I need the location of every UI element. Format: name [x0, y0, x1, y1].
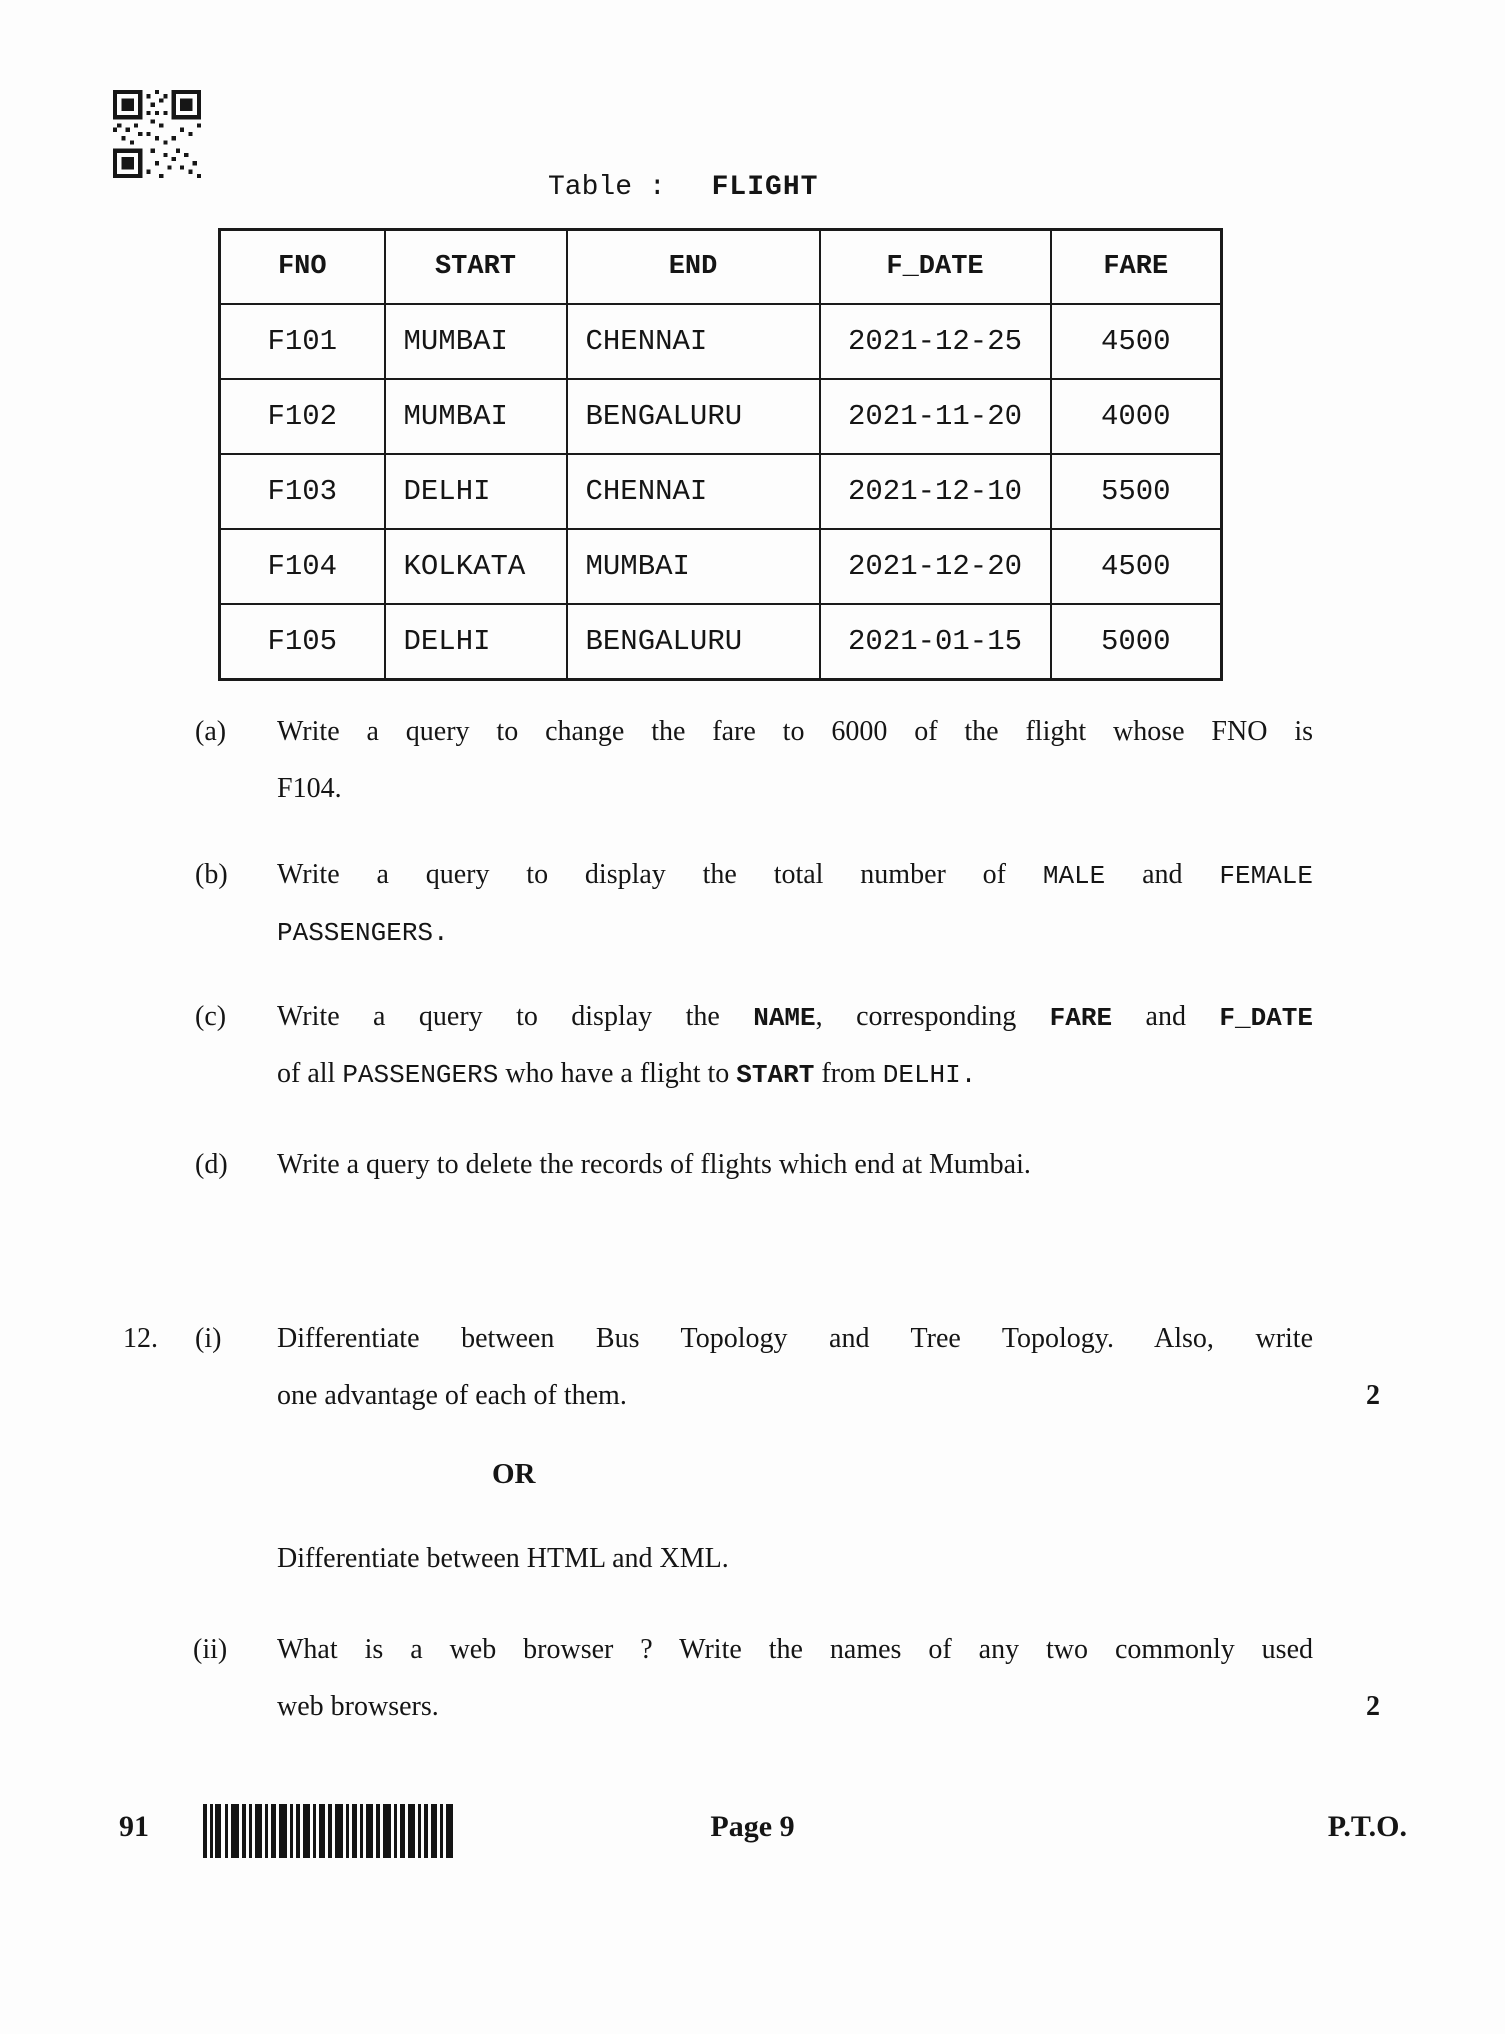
q12-ii-marks: 2: [1366, 1691, 1380, 1722]
cell-end: MUMBAI: [567, 529, 820, 604]
cell-fare: 4500: [1051, 529, 1222, 604]
part-d-line-1: Write a query to delete the records of flights which end at Mumbai.: [277, 1149, 1031, 1180]
or-separator: OR: [492, 1458, 536, 1490]
q12-i-line-2: one advantage of each of them.: [277, 1380, 627, 1411]
cell-start: MUMBAI: [385, 379, 567, 454]
cell-start: DELHI: [385, 454, 567, 529]
cell-end: CHENNAI: [567, 304, 820, 379]
cell-end: BENGALURU: [567, 604, 820, 680]
col-header-end: END: [567, 230, 820, 305]
col-header-start: START: [385, 230, 567, 305]
cell-fare: 5000: [1051, 604, 1222, 680]
table-caption-prefix: Table :: [548, 172, 666, 203]
cell-f-date: 2021-12-10: [820, 454, 1051, 529]
part-a-line-1: Write a query to change the fare to 6000 of the flight whose FNO is: [277, 716, 1313, 747]
cell-end: BENGALURU: [567, 379, 820, 454]
flight-table-header-row: [220, 230, 1222, 305]
part-c-line-2: of all PASSENGERS who have a flight to START from DELHI.: [277, 1058, 977, 1090]
cell-fno: F102: [220, 379, 385, 454]
paper-code: 91: [119, 1810, 149, 1843]
part-a-line-2: F104.: [277, 773, 342, 804]
page-number: Page 9: [710, 1810, 795, 1843]
table-caption-name: FLIGHT: [711, 172, 819, 203]
table-row: [220, 454, 1222, 529]
cell-fare: 4000: [1051, 379, 1222, 454]
q12-i-label: (i): [195, 1323, 222, 1354]
part-c-line-1: Write a query to display the NAME, corresponding FARE and F_DATE: [277, 1001, 1313, 1033]
cell-start: KOLKATA: [385, 529, 567, 604]
cell-end: CHENNAI: [567, 454, 820, 529]
qr-code-icon: [113, 90, 201, 178]
table-row: [220, 379, 1222, 454]
part-b-line-1: Write a query to display the total number of MALE and FEMALE: [277, 859, 1313, 891]
table-row: [220, 529, 1222, 604]
cell-f-date: 2021-12-25: [820, 304, 1051, 379]
q12-i-line-1: Differentiate between Bus Topology and Tree Topology. Also, write: [277, 1323, 1313, 1354]
cell-fno: F103: [220, 454, 385, 529]
cell-fare: 5500: [1051, 454, 1222, 529]
cell-start: MUMBAI: [385, 304, 567, 379]
col-header-f-date: F_DATE: [820, 230, 1051, 305]
table-caption: [548, 172, 818, 203]
cell-fno: F104: [220, 529, 385, 604]
part-c-label: (c): [195, 1001, 227, 1032]
cell-f-date: 2021-11-20: [820, 379, 1051, 454]
cell-f-date: 2021-12-20: [820, 529, 1051, 604]
cell-fno: F105: [220, 604, 385, 680]
table-row: [220, 604, 1222, 680]
col-header-fare: FARE: [1051, 230, 1222, 305]
cell-f-date: 2021-01-15: [820, 604, 1051, 680]
cell-start: DELHI: [385, 604, 567, 680]
flight-table: [218, 228, 1223, 681]
q12-i-marks: 2: [1366, 1380, 1380, 1411]
q12-ii-line-2: web browsers.: [277, 1691, 439, 1722]
q12-ii-line-1: What is a web browser ? Write the names of any two commonly used: [277, 1634, 1313, 1665]
q12-number: 12.: [123, 1323, 158, 1354]
part-a-label: (a): [195, 716, 227, 747]
col-header-fno: FNO: [220, 230, 385, 305]
q12-i-alt-line: Differentiate between HTML and XML.: [277, 1543, 729, 1574]
part-b-label: (b): [195, 859, 228, 890]
cell-fno: F101: [220, 304, 385, 379]
q12-ii-label: (ii): [193, 1634, 228, 1665]
cell-fare: 4500: [1051, 304, 1222, 379]
part-d-label: (d): [195, 1149, 228, 1180]
pto-label: P.T.O.: [1327, 1810, 1407, 1843]
part-b-line-2: PASSENGERS.: [277, 918, 449, 948]
table-row: [220, 304, 1222, 379]
